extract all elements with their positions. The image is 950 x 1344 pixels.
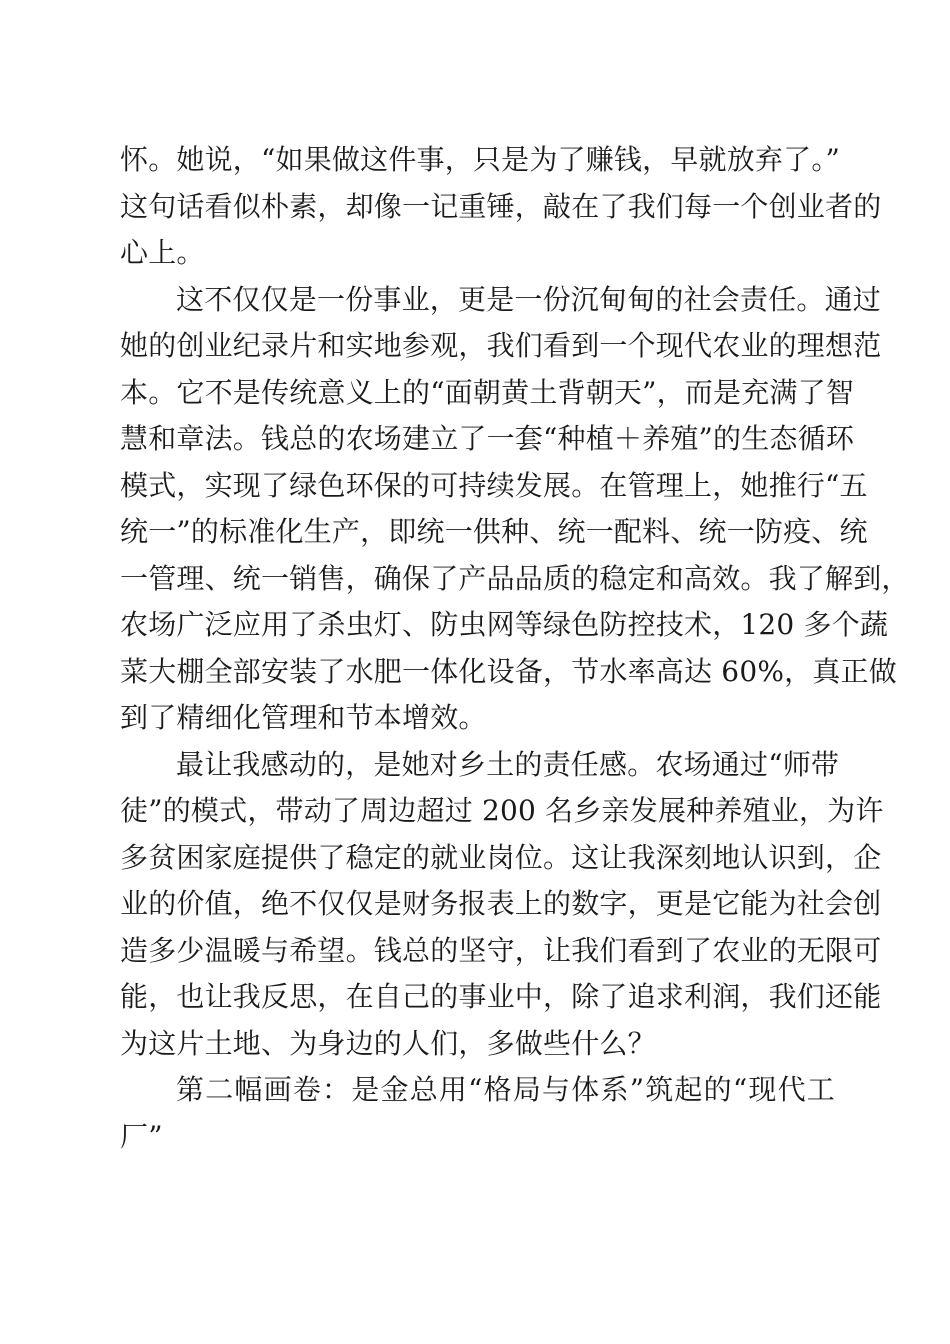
- text-line: 本。它不是传统意义上的“面朝黄土背朝天”，而是充满了智: [120, 375, 855, 409]
- section-heading: [120, 1067, 835, 1160]
- text-line: 菜大棚全部安装了水肥一体化设备，节水率高达 60%，真正做: [120, 654, 897, 688]
- text-line: 统一”的标准化生产，即统一供种、统一配料、统一防疫、统: [120, 515, 868, 548]
- paragraph: [120, 137, 882, 277]
- text-line: 为这片土地、为身边的人们，多做些什么？: [120, 1026, 656, 1060]
- paragraph: [120, 277, 910, 742]
- text-line: 这不仅仅是一份事业，更是一份沉甸甸的社会责任。通过: [176, 282, 882, 316]
- text-line: 最让我感动的，是她对乡土的责任感。农场通过“师带: [176, 747, 840, 781]
- text-line: 心上。: [120, 236, 205, 269]
- text-line: 多贫困家庭提供了稳定的就业岗位。这让我深刻地认识到，企: [120, 840, 882, 874]
- text-line: 到了精细化管理和节本增效。: [120, 701, 487, 734]
- text-line: 她的创业纪录片和实地参观，我们看到一个现代农业的理想范: [120, 329, 882, 362]
- text-line: 造多少温暖与希望。钱总的坚守，让我们看到了农业的无限可: [120, 933, 882, 967]
- text-line: 徒”的模式，带动了周边超过 200 名乡亲发展种养殖业，为许: [120, 794, 884, 827]
- text-line: 怀。她说，“如果做这件事，只是为了赚钱，早就放弃了。”: [120, 143, 841, 176]
- text-line: 农场广泛应用了杀虫灯、防虫网等绿色防控技术，120 多个蔬: [120, 608, 889, 641]
- text-line: 一管理、统一销售，确保了产品品质的稳定和高效。我了解到，: [120, 561, 910, 595]
- paragraph: [120, 742, 884, 1068]
- text-line: 能，也让我反思，在自己的事业中，除了追求利润，我们还能: [120, 980, 882, 1013]
- heading-line: 厂”: [120, 1119, 163, 1153]
- document-body: [120, 137, 910, 1160]
- text-line: 模式，实现了绿色环保的可持续发展。在管理上，她推行“五: [120, 468, 868, 502]
- heading-line: 第二幅画卷：是金总用“格局与体系”筑起的“现代工: [176, 1073, 835, 1106]
- text-line: 业的价值，绝不仅仅是财务报表上的数字，更是它能为社会创: [120, 887, 882, 920]
- text-line: 慧和章法。钱总的农场建立了一套“种植＋养殖”的生态循环: [120, 422, 855, 455]
- text-line: 这句话看似朴素，却像一记重锤，敲在了我们每一个创业者的: [120, 189, 882, 223]
